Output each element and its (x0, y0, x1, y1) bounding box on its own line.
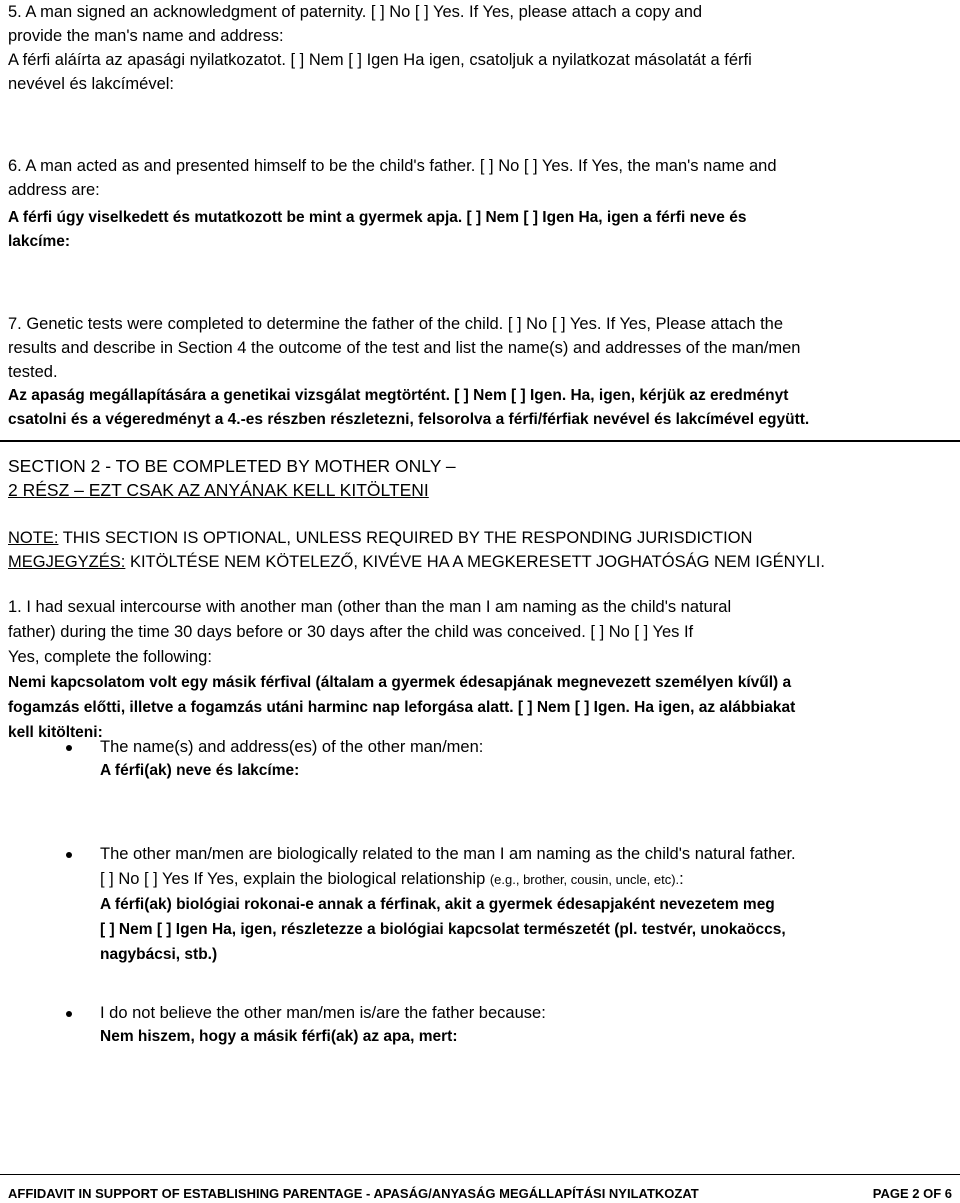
bullet-dot (66, 745, 72, 751)
footer-title: AFFIDAVIT IN SUPPORT OF ESTABLISHING PARENTAGE - APASÁG/ANYASÁG MEGÁLLAPÍTÁSI NYILATKOZAT (8, 1186, 699, 1201)
q6-line-4-hu: lakcíme: (8, 233, 71, 250)
bullet-3 (100, 1001, 950, 1049)
bullet-3-en: I do not believe the other man/men is/are the father because: (100, 1004, 546, 1022)
bullet-1 (100, 735, 950, 783)
bullet-2-colon: : (679, 870, 684, 888)
question-6 (8, 154, 952, 254)
q6-line-1: 6. A man acted as and presented himself to be the child's father. [ ] No [ ] Yes. If Yes, the man's name and (8, 157, 777, 175)
bullet-2-line-2-main: [ ] No [ ] Yes If Yes, explain the biological relationship (100, 870, 490, 888)
item-1 (8, 595, 952, 745)
question-7 (8, 312, 952, 432)
item-1-line-2: father) during the time 30 days before or 30 days after the child was conceived. [ ] No [ ] Yes If (8, 623, 694, 641)
bullet-dot (66, 852, 72, 858)
q5-line-4-hu: nevével és lakcímével: (8, 75, 174, 93)
bullet-3-hu: Nem hiszem, hogy a másik férfi(ak) az apa, mert: (100, 1028, 458, 1045)
bullet-2-line-2 (100, 867, 950, 892)
bullet-dot (66, 1011, 72, 1017)
section-divider (0, 440, 960, 442)
q5-line-2: provide the man's name and address: (8, 27, 284, 45)
q7-line-5-hu: csatolni és a végeredményt a 4.-es részben részletezni, felsorolva a férfi/férfiak nevével és lakcímével együtt. (8, 411, 810, 428)
q7-line-4-hu: Az apaság megállapítására a genetikai vizsgálat megtörtént. [ ] Nem [ ] Igen. Ha, igen, kérjük az eredményt (8, 387, 789, 404)
q6-line-2: address are: (8, 181, 100, 199)
page-number: PAGE 2 OF 6 (872, 1186, 952, 1201)
bullet-1-en: The name(s) and address(es) of the other man/men: (100, 738, 484, 756)
note-text-en: THIS SECTION IS OPTIONAL, UNLESS REQUIRED BY THE RESPONDING JURISDICTION (58, 529, 753, 547)
footer-rule (0, 1174, 960, 1175)
q5-line-3-hu: A férfi aláírta az apasági nyilatkozatot. [ ] Nem [ ] Igen Ha igen, csatoljuk a nyilatkozat másolatát a férfi (8, 51, 752, 69)
q7-line-1: 7. Genetic tests were completed to determine the father of the child. [ ] No [ ] Yes. If Yes, Please attach the (8, 315, 784, 333)
bullet-2-hu-3: nagybácsi, stb.) (100, 946, 218, 963)
item-1-line-5-hu: fogamzás előtti, illetve a fogamzás utáni harminc nap leforgása alatt. [ ] Nem [ ] Igen. Ha igen, az alábbiakat (8, 699, 796, 716)
q7-line-3: tested. (8, 363, 58, 381)
note-hu (8, 550, 952, 574)
note-label-hu: MEGJEGYZÉS: (8, 553, 126, 571)
note-block (8, 526, 952, 574)
item-1-line-1: 1. I had sexual intercourse with another man (other than the man I am naming as the child's natural (8, 598, 732, 616)
bullet-2-en: The other man/men are biologically related to the man I am naming as the child's natural father. (100, 845, 796, 863)
note-text-hu: KITÖLTÉSE NEM KÖTELEZŐ, KIVÉVE HA A MEGKERESETT JOGHATÓSÁG NEM IGÉNYLI. (125, 553, 825, 571)
q7-line-2: results and describe in Section 4 the outcome of the test and list the name(s) and addresses of the man/men (8, 339, 801, 357)
section-2-title-hu: 2 RÉSZ – EZT CSAK AZ ANYÁNAK KELL KITÖLTENI (8, 480, 429, 500)
q6-line-3-hu: A férfi úgy viselkedett és mutatkozott be mint a gyermek apja. [ ] Nem [ ] Igen Ha, igen a férfi neve és (8, 209, 747, 226)
item-1-line-4-hu: Nemi kapcsolatom volt egy másik férfival (általam a gyermek édesapjának megnevezett személyen kívűl) a (8, 674, 792, 691)
item-1-line-3: Yes, complete the following: (8, 648, 212, 666)
question-5 (8, 0, 952, 96)
note-en (8, 526, 952, 550)
note-label-en: NOTE: (8, 529, 59, 547)
section-2-title-en: SECTION 2 - TO BE COMPLETED BY MOTHER ONLY – (8, 456, 456, 476)
bullet-1-hu: A férfi(ak) neve és lakcíme: (100, 762, 300, 779)
bullet-2-hu-1: A férfi(ak) biológiai rokonai-e annak a férfinak, akit a gyermek édesapjaként nevezetem meg (100, 896, 775, 913)
q5-line-1: 5. A man signed an acknowledgment of paternity. [ ] No [ ] Yes. If Yes, please attach a copy and (8, 3, 703, 21)
item-1-line-6-hu: kell kitölteni: (8, 724, 103, 741)
footer (8, 1186, 952, 1202)
bullet-2 (100, 842, 950, 967)
bullet-2-hu-2: [ ] Nem [ ] Igen Ha, igen, részletezze a biológiai kapcsolat természetét (pl. testvér, unokaöccs, (100, 921, 786, 938)
bullet-2-examples: (e.g., brother, cousin, uncle, etc). (489, 872, 680, 887)
